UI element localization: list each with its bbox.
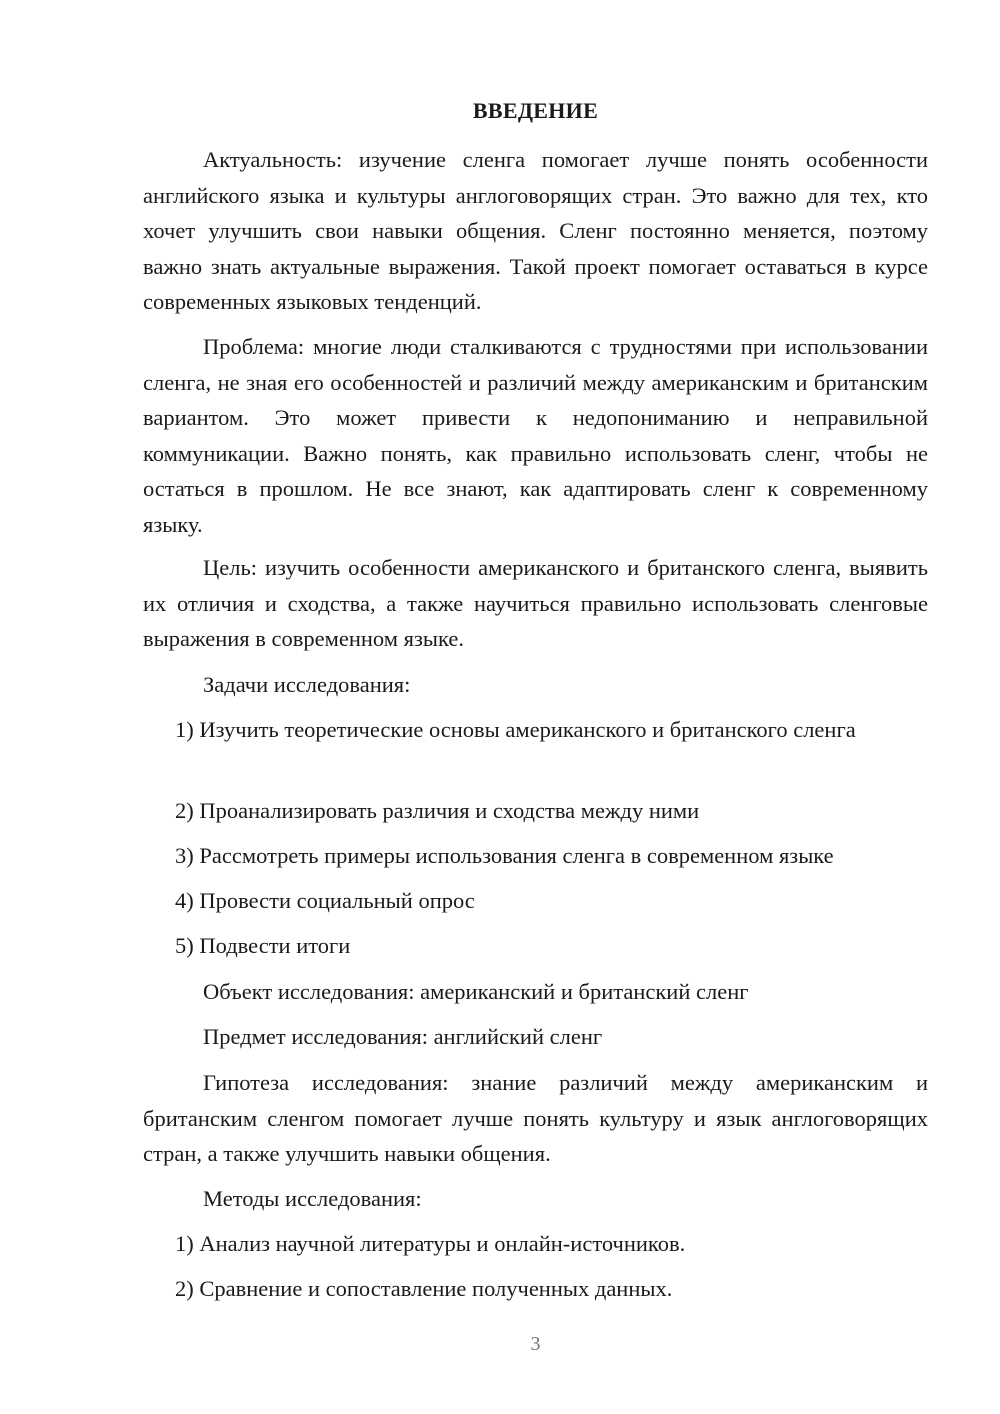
tasks-heading: Задачи исследования: [203, 672, 411, 697]
goal-paragraph: Цель: изучить особенности американского и британского сленга, выявить их отличия и сходства, а также научиться правильно использовать сленговые выражения в современном языке. [143, 555, 928, 652]
task-item: 4) Провести социальный опрос [175, 888, 475, 913]
method-item: 1) Анализ научной литературы и онлайн-источников. [175, 1231, 686, 1256]
relevance-paragraph: Актуальность: изучение сленга помогает лучше понять особенности английского языка и культуры англоговорящих стран. Это важно для тех, кто хочет улучшить свои навыки общения. Сленг постоянно меняется, поэтому важно знать актуальные выражения. Такой проект помогает оставаться в курсе современных языковых тенденций. [143, 147, 928, 315]
task-item: 1) Изучить теоретические основы американского и британского сленга [175, 717, 856, 742]
hypothesis-paragraph: Гипотеза исследования: знание различий между американским и британским сленгом помогает лучше понять культуру и язык англоговорящих стран, а также улучшить навыки общения. [143, 1070, 928, 1167]
document-page [143, 0, 928, 1414]
object-paragraph: Объект исследования: американский и британский сленг [203, 979, 749, 1004]
task-item: 2) Проанализировать различия и сходства между ними [175, 798, 700, 823]
task-item: 5) Подвести итоги [175, 933, 351, 958]
page-title: ВВЕДЕНИЕ [472, 98, 599, 123]
problem-paragraph: Проблема: многие люди сталкиваются с трудностями при использовании сленга, не зная его особенностей и различий между американским и британским вариантом. Это может привести к недопониманию и неправильной коммуникации. Важно понять, как правильно использовать сленг, чтобы не остаться в прошлом. Не все знают, как адаптировать сленг к современному языку. [143, 334, 928, 537]
subject-paragraph: Предмет исследования: английский сленг [203, 1024, 603, 1049]
methods-heading: Методы исследования: [203, 1186, 422, 1211]
task-item: 3) Рассмотреть примеры использования сленга в современном языке [175, 843, 834, 868]
method-item: 2) Сравнение и сопоставление полученных данных. [175, 1276, 673, 1301]
page-number: 3 [530, 1333, 541, 1355]
